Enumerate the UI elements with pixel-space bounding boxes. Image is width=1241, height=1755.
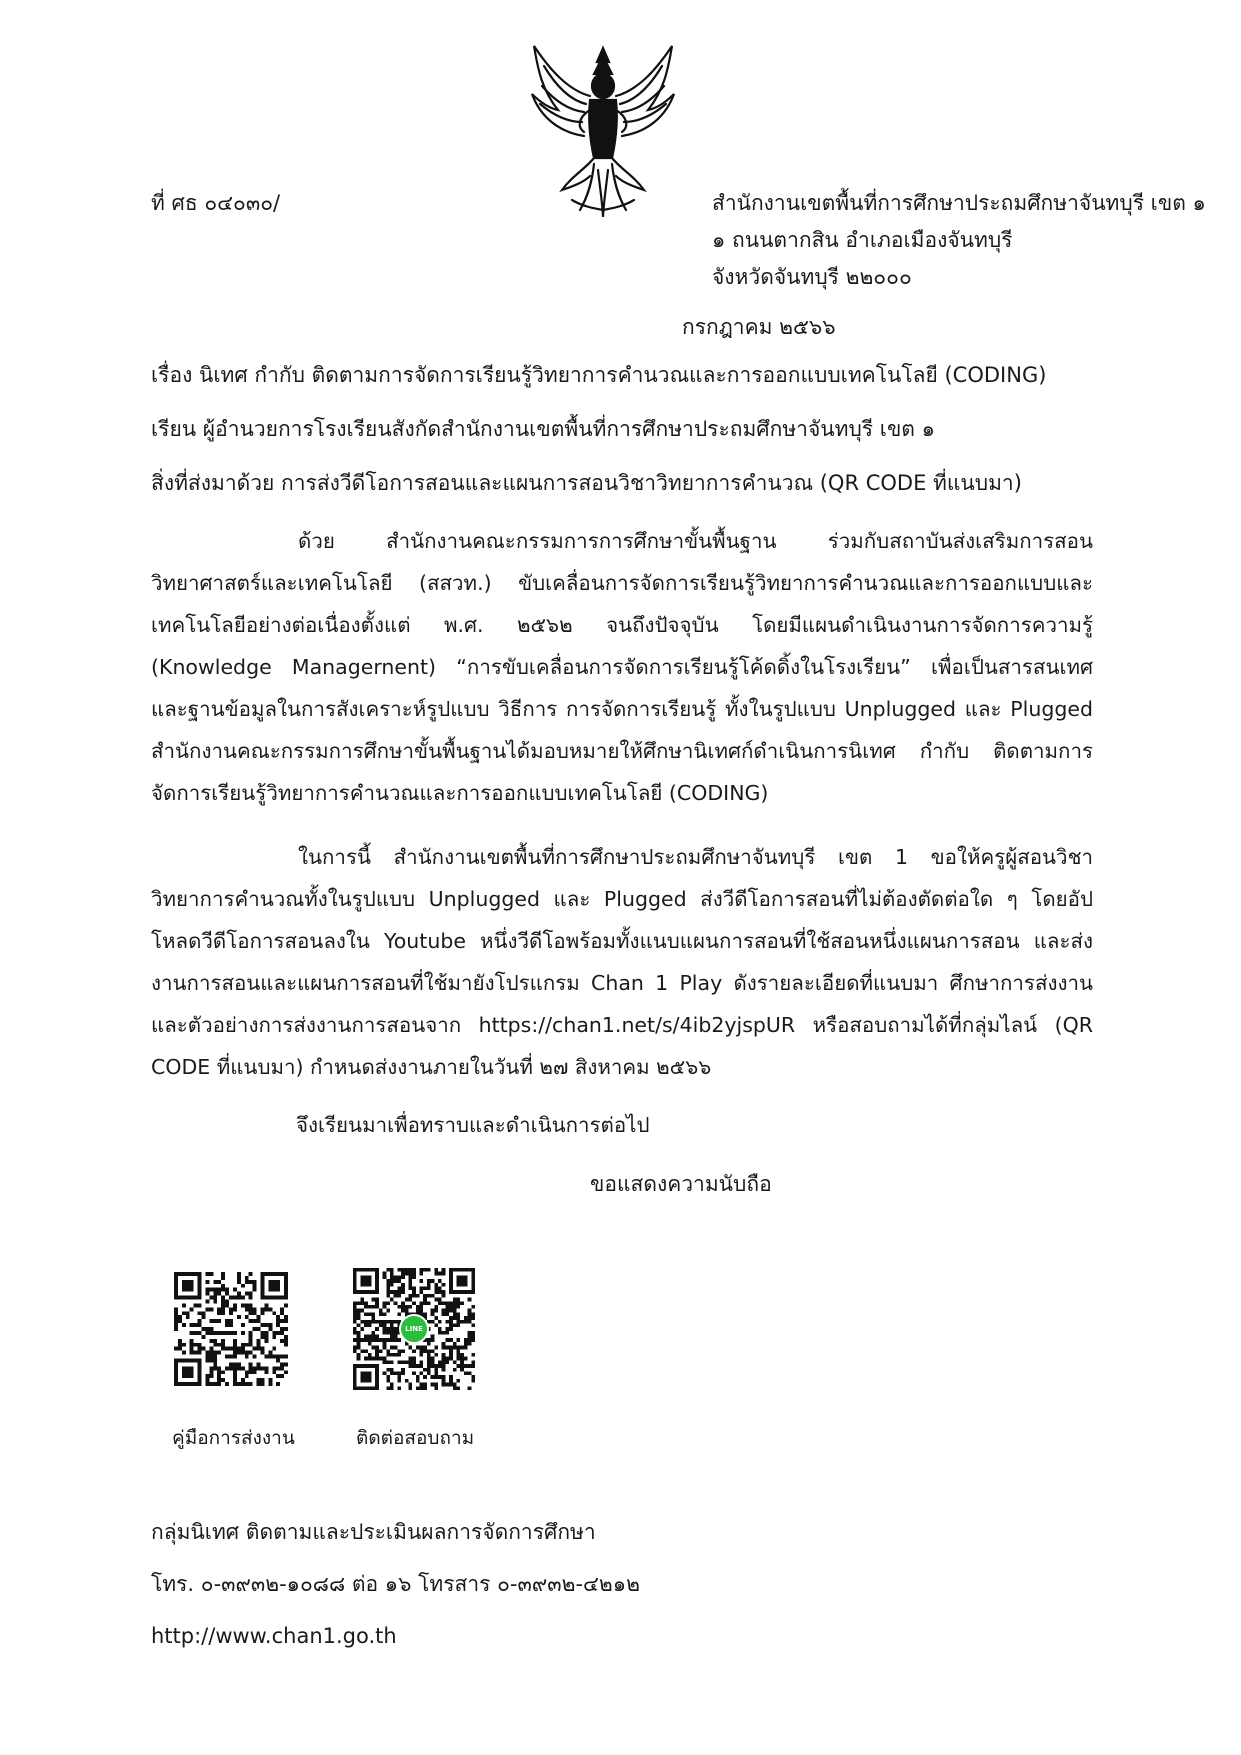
letter-recipient: เรียน ผู้อำนวยการโรงเรียนสังกัดสำนักงานเขตพื้นที่การศึกษาประถมศึกษาจันทบุรี เขต ๑ [151,417,935,441]
line-logo-icon: LINE [399,1314,429,1344]
footer-phone: โทร. ๐-๓๙๓๒-๑๐๘๘ ต่อ ๑๖ โทรสาร ๐-๓๙๓๒-๔๒๑๒ [151,1572,640,1596]
letter-subject: เรื่อง นิเทศ กำกับ ติดตามการจัดการเรียนรู้วิทยาการคำนวณและการออกแบบเทคโนโลยี (CODING) [151,363,1047,387]
qr-code-icon [174,1272,288,1386]
manual-qr-code[interactable] [174,1272,288,1386]
office-province: จังหวัดจันทบุรี ๒๒๐๐๐ [712,265,912,289]
garuda-emblem-icon [528,40,678,218]
letter-date: กรกฎาคม ๒๕๖๖ [682,315,836,339]
footer-department: กลุ่มนิเทศ ติดตามและประเมินผลการจัดการศึกษา [151,1520,596,1544]
body-paragraph-2: ในการนี้ สำนักงานเขตพื้นที่การศึกษาประถมศึกษาจันทบุรี เขต 1 ขอให้ครูผู้สอนวิชาวิทยาการคำนวณทั้งในรูปแบบ Unplugged และ Plugged ส่งวีดีโอการสอนที่ไม่ต้องตัดต่อใด ๆ โดยอัปโหลดวีดีโอการสอนลงใน Youtube หนึ่งวีดีโอพร้อมทั้งแนบแผนการสอนที่ใช้สอนหนึ่งแผนการสอน และส่งงานการสอนและแผนการสอนที่ใช้มายังโปรแกรม Chan 1 Play ดังรายละเอียดที่แนบมา ศึกษาการส่งงานและตัวอย่างการส่งงานการสอนจาก https://chan1.net/s/4ib2yjspUR หรือสอบถามได้ที่กลุ่มไลน์ (QR CODE ที่แนบมา) กำหนดส่งงานภายในวันที่ ๒๗ สิงหาคม ๒๕๖๖ [151,845,1093,1079]
footer-website[interactable]: http://www.chan1.go.th [151,1624,397,1648]
closing-salutation: ขอแสดงความนับถือ [590,1172,772,1196]
office-name: สำนักงานเขตพื้นที่การศึกษาประถมศึกษาจันทบุรี เขต ๑ [712,191,1206,215]
office-address: ๑ ถนนตากสิน อำเภอเมืองจันทบุรี [712,228,1013,252]
contact-qr-label: ติดต่อสอบถาม [356,1427,475,1449]
body-paragraph-3: จึงเรียนมาเพื่อทราบและดำเนินการต่อไป [296,1113,650,1137]
letter-enclosure: สิ่งที่ส่งมาด้วย การส่งวีดีโอการสอนและแผนการสอนวิชาวิทยาการคำนวณ (QR CODE ที่แนบมา) [151,471,1022,495]
manual-qr-label: คู่มือการส่งงาน [172,1427,295,1449]
body-paragraph-1: ด้วย สำนักงานคณะกรรมการการศึกษาขั้นพื้นฐาน ร่วมกับสถาบันส่งเสริมการสอนวิทยาศาสตร์และเทคโนโลยี (สสวท.) ขับเคลื่อนการจัดการเรียนรู้วิทยาการคำนวณและการออกแบบและเทคโนโลยีอย่างต่อเนื่องตั้งแต่ พ.ศ. ๒๕๖๒ จนถึงปัจจุบัน โดยมีแผนดำเนินงานการจัดการความรู้ (Knowledge Managernent) “การขับเคลื่อนการจัดการเรียนรู้โค้ดดิ้งในโรงเรียน” เพื่อเป็นสารสนเทศ และฐานข้อมูลในการสังเคราะห์รูปแบบ วิธีการ การจัดการเรียนรู้ ทั้งในรูปแบบ Unplugged และ Plugged สำนักงานคณะกรรมการศึกษาขั้นพื้นฐานได้มอบหมายให้ศึกษานิเทศก์ดำเนินการนิเทศ กำกับ ติดตามการจัดการเรียนรู้วิทยาการคำนวณและการออกแบบเทคโนโลยี (CODING) [151,529,1093,805]
contact-qr-code[interactable] [353,1268,475,1390]
reference-number: ที่ ศธ ๐๔๐๓๐/ [151,191,281,215]
